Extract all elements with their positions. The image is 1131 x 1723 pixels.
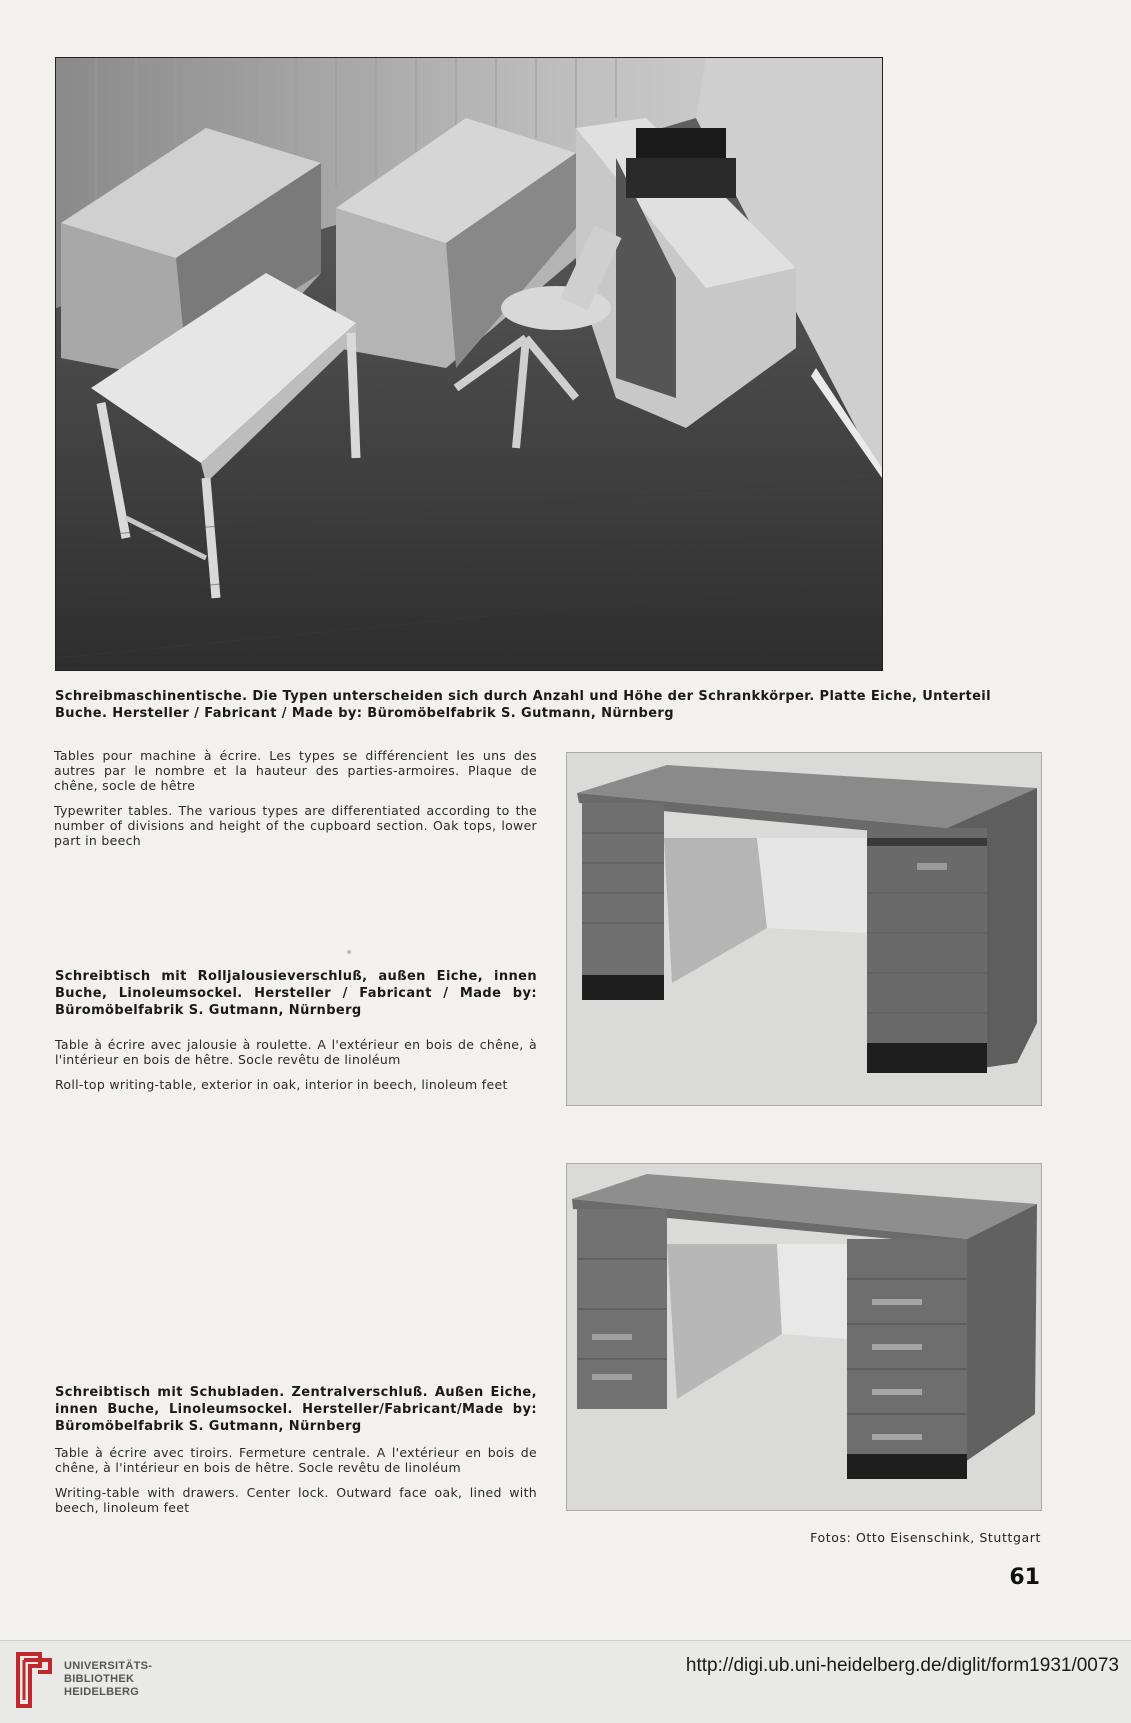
photo-credit: Fotos: Otto Eisenschink, Stuttgart xyxy=(810,1530,1041,1545)
roll-top-desk-illustration xyxy=(567,753,1041,1105)
typewriter-tables-photo xyxy=(55,57,883,671)
roll-top-desk-photo xyxy=(566,752,1042,1106)
caption-typewriter-tables-fr: Tables pour machine à écrire. Les types se différencient les uns des autres par le nombre et la hauteur des parties-armoires. Plaque de chêne, socle de hêtre xyxy=(54,748,537,793)
library-name-line1: UNIVERSITÄTS- xyxy=(64,1660,153,1672)
digitization-footer xyxy=(0,1640,1131,1723)
caption-typewriter-tables-translations xyxy=(54,748,537,858)
print-speck xyxy=(347,950,351,954)
library-logo-icon[interactable] xyxy=(10,1650,56,1710)
drawer-desk-photo xyxy=(566,1163,1042,1511)
caption-roll-top-desk-en: Roll-top writing-table, exterior in oak, interior in beech, linoleum feet xyxy=(55,1077,508,1092)
page-number: 61 xyxy=(1009,1565,1040,1590)
caption-drawer-desk-en: Writing-table with drawers. Center lock. Outward face oak, lined with beech, linoleum feet xyxy=(55,1485,537,1515)
caption-drawer-desk-translations xyxy=(55,1445,537,1525)
library-name-line2: BIBLIOTHEK xyxy=(64,1673,135,1685)
drawer-desk-illustration xyxy=(567,1164,1041,1510)
source-url-link[interactable]: http://digi.ub.uni-heidelberg.de/diglit/form1931/0073 xyxy=(685,1655,1119,1676)
library-name-line3: HEIDELBERG xyxy=(64,1686,140,1698)
caption-typewriter-tables-de: Schreibmaschinentische. Die Typen unterscheiden sich durch Anzahl und Höhe der Schrankkörper. Platte Eiche, Unterteil Buche. Hersteller / Fabricant / Made by: Büromöbelfabrik S. Gutmann, Nürnberg xyxy=(55,689,992,721)
typewriter-tables-illustration xyxy=(56,58,882,670)
caption-drawer-desk-fr: Table à écrire avec tiroirs. Fermeture centrale. A l'extérieur en bois de chêne, à l'intérieur en bois de hêtre. Socle revêtu de linoléum xyxy=(55,1445,537,1475)
caption-roll-top-desk-de: Schreibtisch mit Rolljalousieverschluß, außen Eiche, innen Buche, Linoleumsockel. Hersteller / Fabricant / Made by: Büromöbelfabrik S. Gutmann, Nürnberg xyxy=(55,969,537,1018)
caption-roll-top-desk-fr: Table à écrire avec jalousie à roulette. A l'extérieur en bois de chêne, à l'intérieur en bois de hêtre. Socle revêtu de linoléum xyxy=(55,1037,537,1067)
library-name[interactable] xyxy=(64,1660,152,1699)
caption-typewriter-tables-en: Typewriter tables. The various types are differentiated according to the number of divisions and height of the cupboard section. Oak tops, lower part in beech xyxy=(54,803,537,848)
caption-drawer-desk-de: Schreibtisch mit Schubladen. Zentralverschluß. Außen Eiche, innen Buche, Linoleumsockel. Hersteller/Fabricant/Made by: Büromöbelfabrik S. Gutmann, Nürnberg xyxy=(55,1385,537,1434)
caption-roll-top-desk-translations xyxy=(55,1037,537,1102)
